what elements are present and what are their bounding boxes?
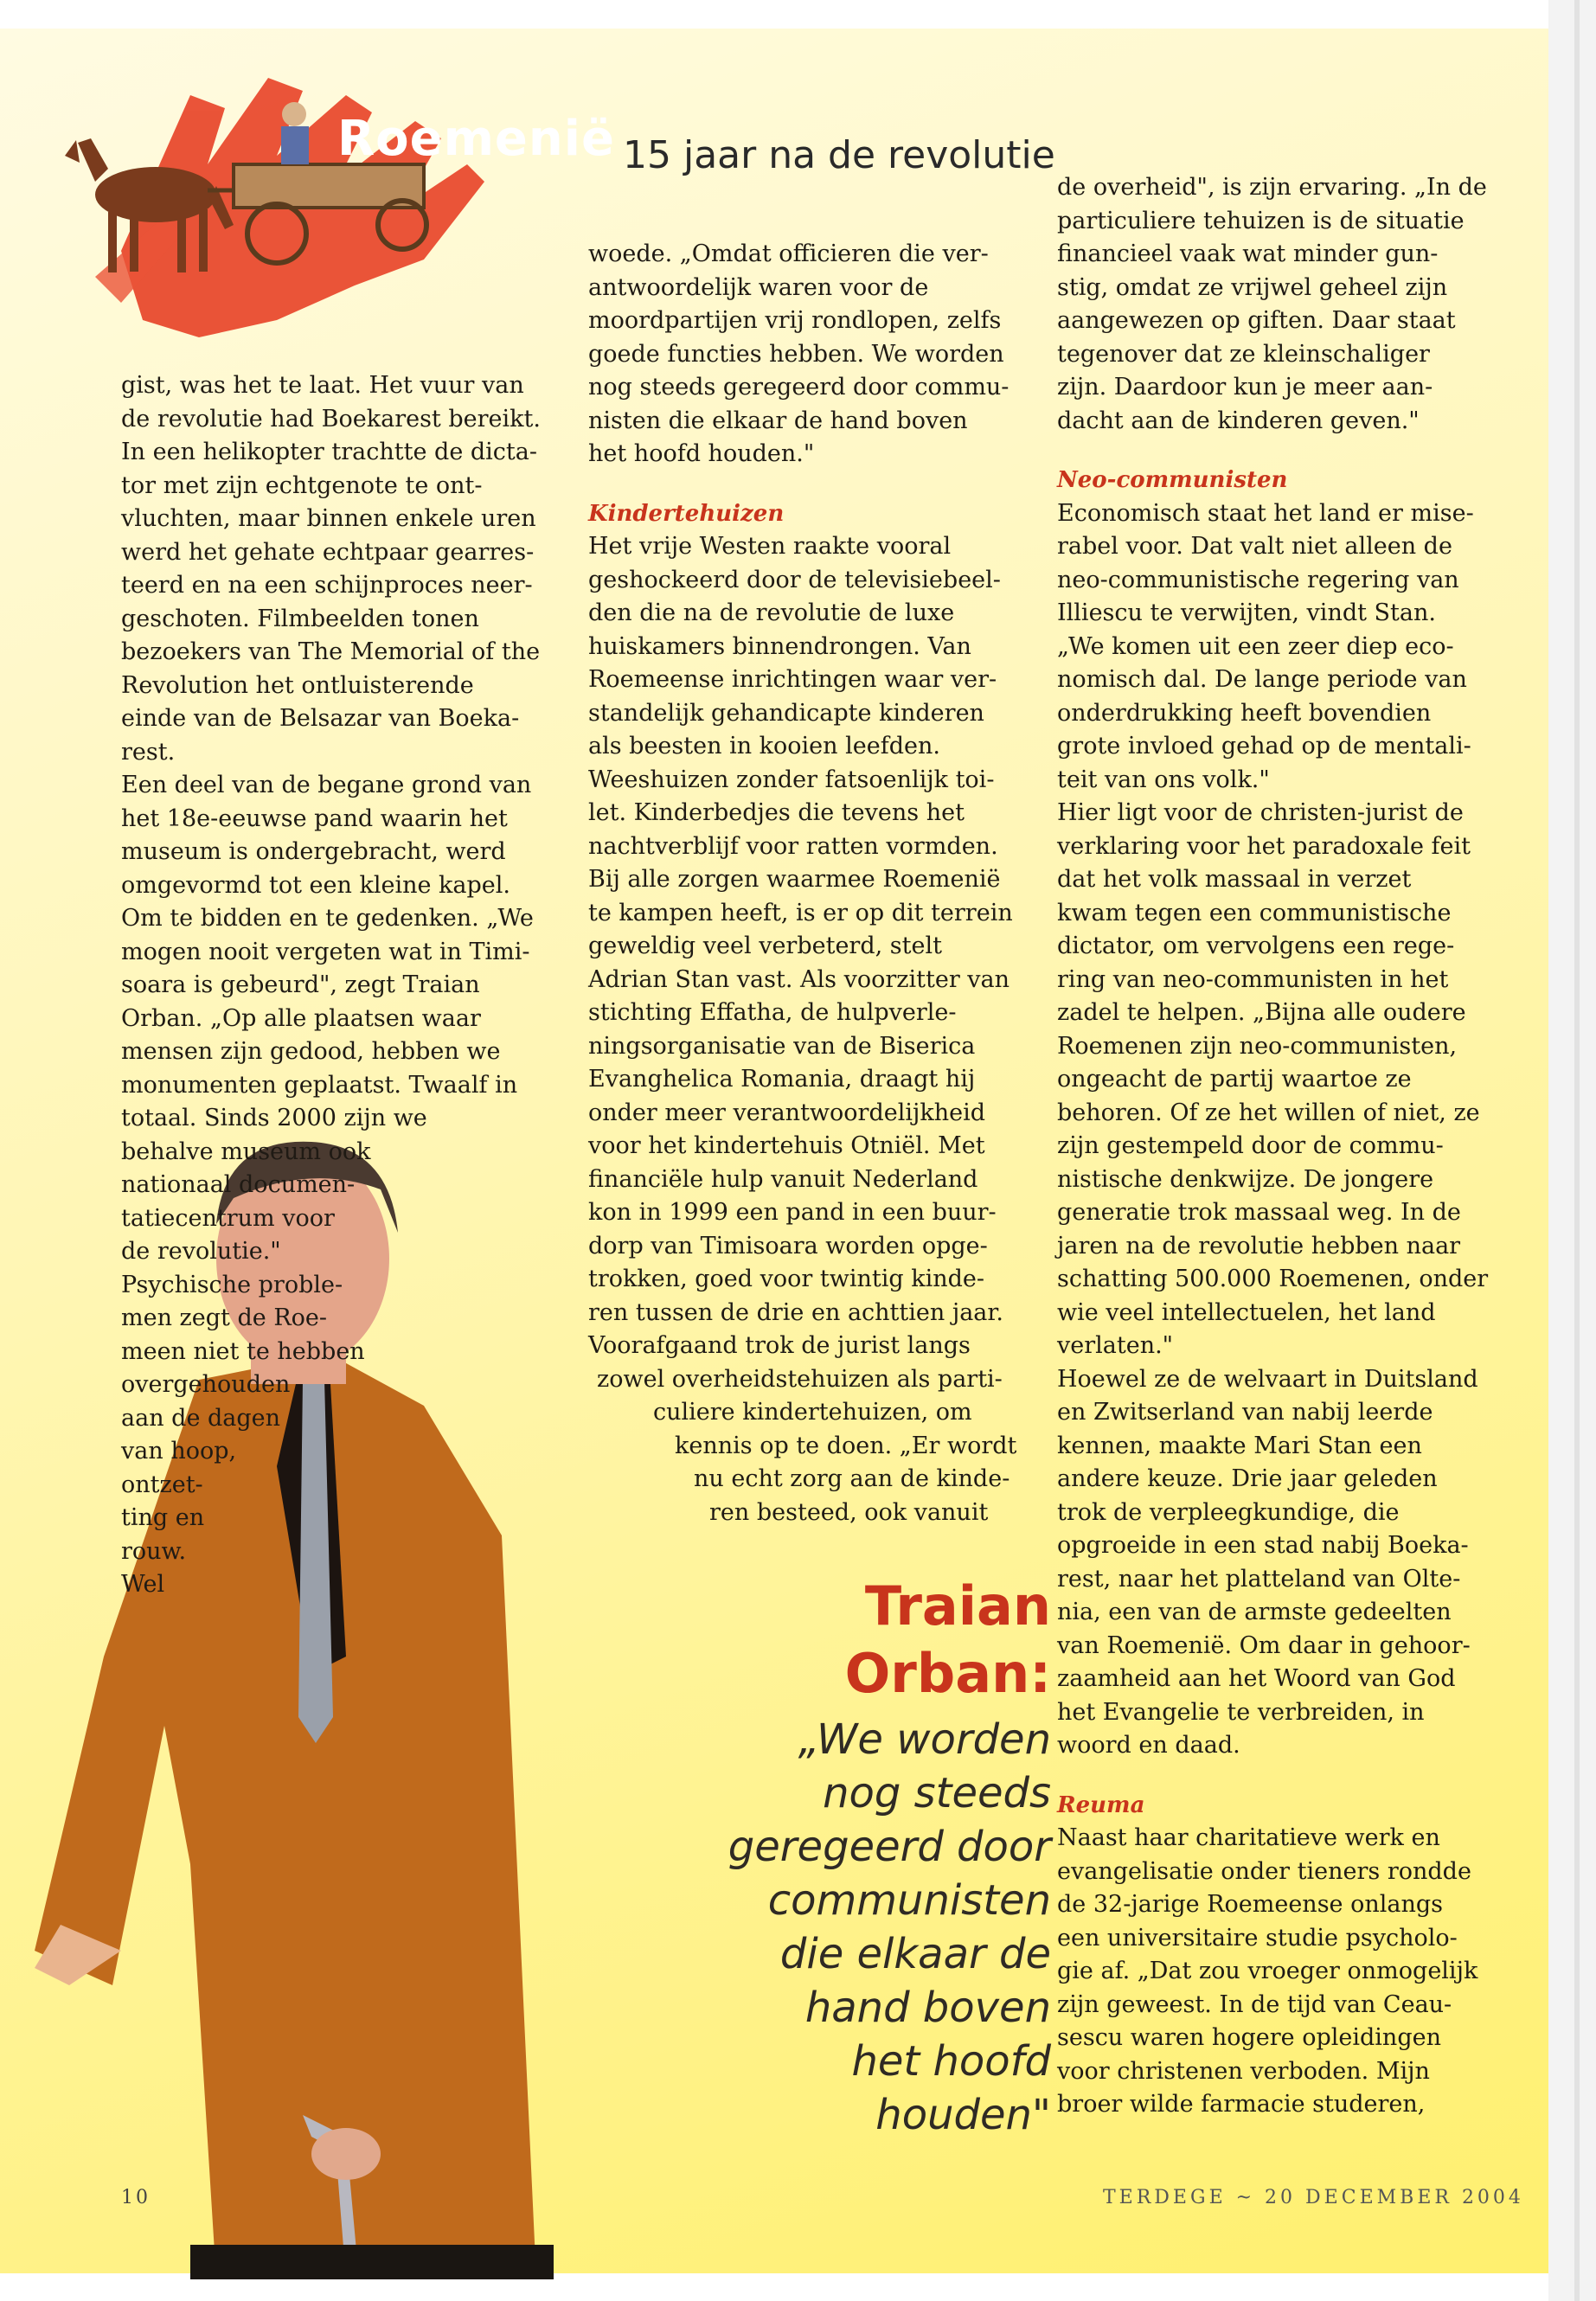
- text-line: men zegt de Roe-: [121, 1304, 328, 1331]
- text-line: Het vrije Westen raakte vooral: [588, 533, 952, 560]
- text-line: kon in 1999 een pand in een buur-: [588, 1199, 997, 1226]
- text-line: nog steeds geregeerd door commu-: [588, 374, 1010, 401]
- text-line: moordpartijen vrij rondlopen, zelfs: [588, 307, 1002, 334]
- text-line: Naast haar charitatieve werk en: [1057, 1824, 1440, 1851]
- text-line: evangelisatie onder tieners rondde: [1057, 1857, 1471, 1885]
- text-line: Roemeense inrichtingen waar ver-: [588, 666, 997, 693]
- text-line: totaal. Sinds 2000 zijn we: [121, 1105, 427, 1131]
- text-line: Bij alle zorgen waarmee Roemenië: [588, 866, 1001, 893]
- text-line: Weeshuizen zonder fatsoenlijk toi-: [588, 766, 995, 793]
- subheading-neo-communisten: Neo-communisten: [1057, 467, 1288, 493]
- text-line: omgevormd tot een kleine kapel.: [121, 871, 510, 899]
- text-line: monumenten geplaatst. Twaalf in: [121, 1071, 518, 1099]
- text-line: stichting Effatha, de hulpverle-: [588, 999, 957, 1026]
- right-paragraph-1: [1057, 171, 1488, 438]
- left-column: [121, 369, 541, 1602]
- text-line: Economisch staat het land er mise-: [1057, 499, 1474, 527]
- quote-name-line: Orban:: [844, 1642, 1051, 1705]
- quote-line: het hoofd: [851, 2037, 1051, 2086]
- text-line: generatie trok massaal weg. In de: [1057, 1199, 1461, 1226]
- right-column: [1057, 171, 1488, 2122]
- text-line: einde van de Belsazar van Boeka-: [121, 705, 520, 732]
- text-line: als beesten in kooien leefden.: [588, 733, 940, 760]
- text-line: nistische denkwijze. De jongere: [1057, 1165, 1434, 1193]
- text-line: de revolutie had Boekarest bereikt.: [121, 405, 541, 433]
- text-line: trokken, goed voor twintig kinde-: [588, 1266, 985, 1292]
- text-line: andere keuze. Drie jaar geleden: [1057, 1465, 1438, 1492]
- text-line: soara is gebeurd", zegt Traian: [121, 971, 480, 998]
- text-line: culiere kindertehuizen, om: [653, 1399, 972, 1426]
- left-column-text: [121, 369, 541, 1602]
- text-line: Adrian Stan vast. Als voorzitter van: [588, 965, 1010, 993]
- text-line: goede functies hebben. We worden: [588, 340, 1004, 368]
- text-line: tatiecentrum voor: [121, 1204, 335, 1232]
- text-line: Om te bidden en te gedenken. „We: [121, 905, 534, 932]
- text-line: nomisch dal. De lange periode van: [1057, 666, 1467, 693]
- text-line: zijn. Daardoor kun je meer aan-: [1057, 374, 1433, 401]
- text-line: geschoten. Filmbeelden tonen: [121, 605, 479, 632]
- text-line: voor het kindertehuis Otniël. Met: [588, 1132, 985, 1159]
- text-line: zowel overheidstehuizen als parti-: [597, 1365, 1003, 1393]
- text-line: grote invloed gehad op de mentali-: [1057, 733, 1471, 760]
- subheading-kindertehuizen: Kindertehuizen: [588, 500, 785, 527]
- text-line: ring van neo-communisten in het: [1057, 965, 1449, 993]
- text-line: nationaal documen-: [121, 1171, 356, 1198]
- text-line: meen niet te hebben: [121, 1337, 365, 1365]
- article-header-title: 15 jaar na de revolutie: [623, 133, 1055, 177]
- text-line: Een deel van de begane grond van: [121, 772, 532, 798]
- publication-footer: TERDEGE ~ 20 DECEMBER 2004: [1103, 2187, 1524, 2208]
- right-paragraph-3: [1057, 1822, 1488, 2122]
- text-line: onder meer verantwoordelijkheid: [588, 1099, 985, 1126]
- quote-line: hand boven: [804, 1984, 1051, 2032]
- text-line: geweldig veel verbeterd, stelt: [588, 933, 942, 959]
- trousers: [190, 2245, 554, 2279]
- text-line: verlaten.": [1057, 1332, 1174, 1359]
- quote-line: die elkaar de: [779, 1930, 1051, 1978]
- text-line: kennis op te doen. „Er wordt: [675, 1432, 1017, 1459]
- text-line: het 18e-eeuwse pand waarin het: [121, 804, 508, 832]
- text-line: behoren. Of ze het willen of niet, ze: [1057, 1099, 1480, 1126]
- text-line: sescu waren hogere opleidingen: [1057, 2024, 1441, 2051]
- text-line: In een helikopter trachtte de dicta-: [121, 439, 538, 465]
- text-line: de overheid", is zijn ervaring. „In de: [1057, 174, 1487, 201]
- page-edge-line: [1574, 0, 1580, 2301]
- middle-column: [588, 238, 1016, 1529]
- text-line: opgroeide in een stad nabij Boeka-: [1057, 1532, 1469, 1559]
- text-line: antwoordelijk waren voor de: [588, 273, 929, 301]
- text-line: nachtverblijf voor ratten vormden.: [588, 832, 998, 860]
- text-line: het hoofd houden.": [588, 440, 815, 467]
- text-line: teerd en na een schijnproces neer-: [121, 572, 533, 599]
- text-line: ontzet-: [121, 1471, 203, 1498]
- middle-paragraph-2: [588, 530, 1016, 1529]
- text-line: werd het gehate echtpaar gearres-: [121, 538, 535, 566]
- text-line: rest, naar het platteland van Olte-: [1057, 1565, 1461, 1593]
- text-line: trok de verpleegkundige, die: [1057, 1498, 1400, 1526]
- text-line: overgehouden: [121, 1371, 291, 1398]
- right-hand: [311, 2128, 381, 2180]
- text-line: neo-communistische regering van: [1057, 566, 1459, 593]
- text-line: stig, omdat ze vrijwel geheel zijn: [1057, 273, 1448, 301]
- text-line: behalve museum ook: [121, 1138, 371, 1165]
- text-line: den die na de revolutie de luxe: [588, 599, 955, 626]
- text-line: Evanghelica Romania, draagt hij: [588, 1066, 976, 1093]
- text-line: Orban. „Op alle plaatsen waar: [121, 1004, 481, 1032]
- text-line: zijn geweest. In de tijd van Ceau-: [1057, 1990, 1452, 2018]
- text-line: rest.: [121, 738, 176, 766]
- text-line: nia, een van de armste gedeelten: [1057, 1599, 1452, 1625]
- page-edge: [1548, 0, 1596, 2301]
- text-line: Voorafgaand trok de jurist langs: [588, 1332, 971, 1359]
- quote-name-line: Traian: [864, 1574, 1051, 1638]
- text-line: museum is ondergebracht, werd: [121, 838, 506, 865]
- section-tag: Roemenië: [337, 111, 615, 167]
- middle-paragraph-1: [588, 238, 1016, 471]
- text-line: woede. „Omdat officieren die ver-: [588, 240, 989, 267]
- text-line: gist, was het te laat. Het vuur van: [121, 372, 524, 399]
- text-line: Psychische proble-: [121, 1271, 343, 1298]
- horse-cart-illustration: [61, 61, 666, 346]
- quote-line: nog steeds: [823, 1769, 1051, 1817]
- cart-driver: [281, 102, 309, 164]
- text-line: nisten die elkaar de hand boven: [588, 407, 968, 434]
- text-line: aangewezen op giften. Daar staat: [1057, 307, 1456, 334]
- text-line: tor met zijn echtgenote te ont-: [121, 471, 483, 499]
- text-line: van hoop,: [121, 1438, 237, 1465]
- text-line: let. Kinderbedjes die tevens het: [588, 799, 965, 826]
- text-line: kennen, maakte Mari Stan een: [1057, 1432, 1422, 1459]
- text-line: jaren na de revolutie hebben naar: [1057, 1232, 1461, 1259]
- text-line: te kampen heeft, is er op dit terrein: [588, 899, 1013, 926]
- text-line: Illiescu te verwijten, vindt Stan.: [1057, 599, 1436, 626]
- text-line: huiskamers binnendrongen. Van: [588, 632, 971, 660]
- text-line: teit van ons volk.": [1057, 766, 1270, 793]
- text-line: bezoekers van The Memorial of the: [121, 638, 541, 665]
- text-line: dacht aan de kinderen geven.": [1057, 407, 1420, 434]
- text-line: voor christenen verboden. Mijn: [1057, 2057, 1430, 2085]
- text-line: standelijk gehandicapte kinderen: [588, 699, 984, 727]
- text-line: rabel voor. Dat valt niet alleen de: [1057, 533, 1452, 560]
- text-line: geshockeerd door de televisiebeel-: [588, 566, 1001, 593]
- text-line: mogen nooit vergeten wat in Timi-: [121, 938, 530, 965]
- right-paragraph-2: [1057, 497, 1488, 1763]
- quote-line: geregeerd door: [727, 1823, 1051, 1871]
- text-line: Roemenen zijn neo-communisten,: [1057, 1032, 1458, 1060]
- text-line: gie af. „Dat zou vroeger onmogelijk: [1057, 1958, 1478, 1984]
- text-line: Wel: [121, 1571, 165, 1598]
- subheading-reuma: Reuma: [1057, 1791, 1145, 1818]
- text-line: onderdrukking heeft bovendien: [1057, 699, 1432, 727]
- text-line: „We komen uit een zeer diep eco-: [1057, 632, 1454, 660]
- text-line: dorp van Timisoara worden opge-: [588, 1232, 988, 1259]
- text-line: de revolutie.": [121, 1238, 281, 1265]
- text-line: particuliere tehuizen is de situatie: [1057, 207, 1465, 234]
- text-line: een universitaire studie psycholo-: [1057, 1924, 1458, 1952]
- text-line: ting en: [121, 1504, 205, 1531]
- text-line: Revolution het ontluisterende: [121, 671, 474, 699]
- text-line: het Evangelie te verbreiden, in: [1057, 1698, 1425, 1726]
- text-line: ongeacht de partij waartoe ze: [1057, 1066, 1412, 1093]
- text-line: tegenover dat ze kleinschaliger: [1057, 340, 1430, 368]
- quote-line: „We worden: [798, 1715, 1051, 1764]
- text-line: ningsorganisatie van de Biserica: [588, 1032, 976, 1060]
- quote-line: houden": [875, 2091, 1051, 2139]
- text-line: dat het volk massaal in verzet: [1057, 866, 1412, 893]
- text-line: vluchten, maar binnen enkele uren: [121, 505, 536, 532]
- text-line: aan de dagen: [121, 1404, 281, 1432]
- text-line: financieel vaak wat minder gun-: [1057, 240, 1439, 267]
- text-line: ren besteed, ook vanuit: [709, 1498, 989, 1526]
- text-line: ren tussen de drie en achttien jaar.: [588, 1298, 1003, 1326]
- text-line: schatting 500.000 Roemenen, onder: [1057, 1266, 1489, 1292]
- pull-quote-name: [845, 1573, 1051, 1708]
- text-line: financiële hulp vanuit Nederland: [588, 1165, 978, 1193]
- text-line: rouw.: [121, 1537, 187, 1565]
- text-line: Hier ligt voor de christen-jurist de: [1057, 799, 1464, 826]
- text-line: zaamheid aan het Woord van God: [1057, 1665, 1456, 1692]
- text-line: Hoewel ze de welvaart in Duitsland: [1057, 1365, 1478, 1393]
- text-line: mensen zijn gedood, hebben we: [121, 1038, 501, 1065]
- text-line: dictator, om vervolgens een rege-: [1057, 933, 1455, 959]
- text-line: verklaring voor het paradoxale feit: [1057, 832, 1471, 860]
- page-number: 10: [121, 2187, 151, 2208]
- text-line: nu echt zorg aan de kinde-: [694, 1465, 1010, 1492]
- text-line: de 32-jarige Roemeense onlangs: [1057, 1891, 1444, 1918]
- text-line: woord en daad.: [1057, 1732, 1240, 1759]
- quote-line: communisten: [767, 1876, 1051, 1925]
- text-line: zijn gestempeld door de commu-: [1057, 1132, 1444, 1159]
- pull-quote-text: [728, 1713, 1051, 2142]
- text-line: van Roemenië. Om daar in gehoor-: [1057, 1631, 1471, 1659]
- text-line: broer wilde farmacie studeren,: [1057, 2091, 1426, 2118]
- text-line: wie veel intellectuelen, het land: [1057, 1298, 1436, 1326]
- text-line: kwam tegen een communistische: [1057, 899, 1452, 926]
- text-line: zadel te helpen. „Bijna alle oudere: [1057, 999, 1466, 1026]
- text-line: en Zwitserland van nabij leerde: [1057, 1399, 1433, 1426]
